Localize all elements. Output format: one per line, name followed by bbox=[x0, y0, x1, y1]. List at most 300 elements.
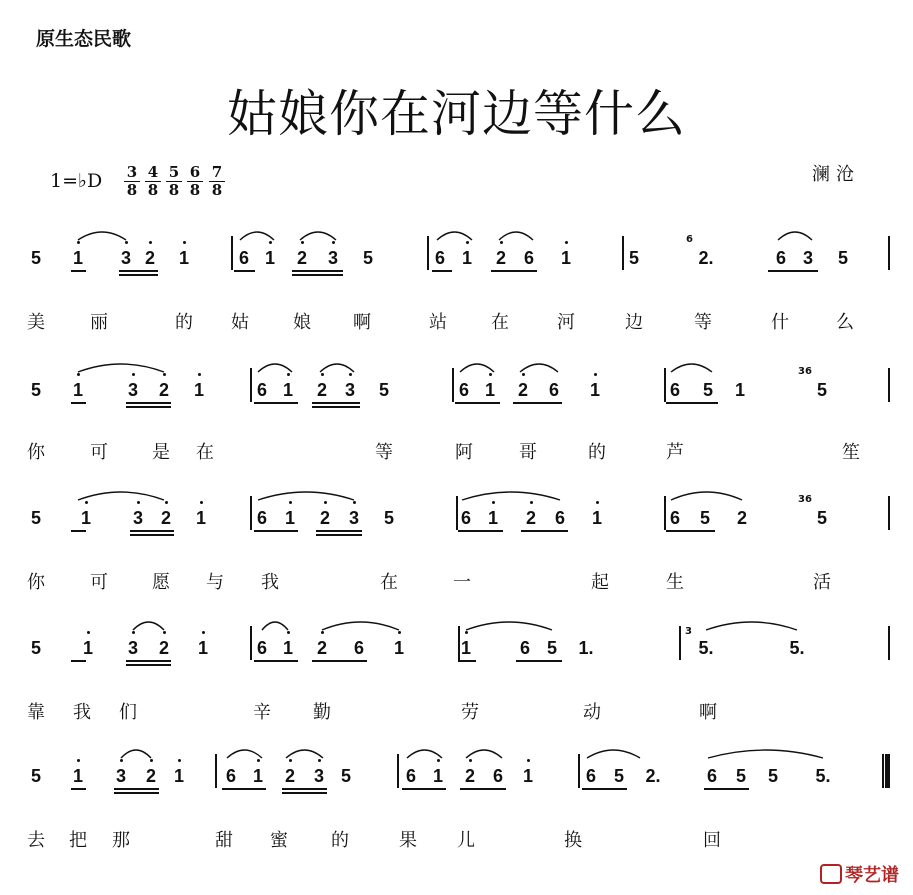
note: 2 bbox=[319, 508, 330, 528]
note: 5 bbox=[378, 380, 389, 400]
note: 5 bbox=[30, 380, 41, 400]
barline bbox=[888, 496, 890, 530]
barline bbox=[679, 626, 681, 660]
slur bbox=[778, 232, 812, 240]
note: 5. bbox=[698, 638, 714, 658]
octave-dot bbox=[202, 631, 205, 634]
beam-underline bbox=[491, 270, 537, 272]
note: 6 bbox=[669, 380, 680, 400]
octave-dot bbox=[466, 241, 469, 244]
note: 1. bbox=[578, 638, 594, 658]
note: 5 bbox=[735, 766, 746, 786]
octave-dot bbox=[301, 241, 304, 244]
octave-dot bbox=[398, 631, 401, 634]
lyric-char: 辛 bbox=[253, 702, 271, 723]
note: 5 bbox=[362, 248, 373, 268]
final-barline bbox=[885, 754, 889, 788]
octave-dot bbox=[198, 373, 201, 376]
barline bbox=[622, 236, 624, 270]
note: 2 bbox=[158, 638, 169, 658]
note: 6 bbox=[775, 248, 786, 268]
octave-dot bbox=[287, 631, 290, 634]
octave-dot bbox=[596, 501, 599, 504]
barline bbox=[882, 754, 884, 788]
time-signature-numerator: 6 bbox=[189, 163, 201, 181]
note: 1 bbox=[393, 638, 404, 658]
lyric-char: 丽 bbox=[90, 312, 108, 333]
note: 1 bbox=[734, 380, 745, 400]
beam-underline bbox=[458, 660, 476, 662]
barline bbox=[427, 236, 429, 270]
barline bbox=[250, 368, 252, 402]
note: 1 bbox=[72, 248, 83, 268]
note: 1 bbox=[284, 508, 295, 528]
slur bbox=[240, 232, 274, 240]
note: 6 bbox=[492, 766, 503, 786]
slur bbox=[133, 622, 164, 630]
beam-underline bbox=[292, 274, 343, 276]
note: 2 bbox=[517, 380, 528, 400]
beam-underline bbox=[126, 402, 171, 404]
beam-underline bbox=[234, 270, 255, 272]
lyric-char: 去 bbox=[27, 830, 45, 851]
octave-dot bbox=[85, 501, 88, 504]
note: 2 bbox=[316, 380, 327, 400]
lyric-char: 换 bbox=[564, 830, 582, 851]
beam-underline bbox=[312, 660, 367, 662]
beam-underline bbox=[312, 406, 360, 408]
octave-dot bbox=[163, 373, 166, 376]
watermark-text: 琴艺谱 bbox=[845, 865, 899, 886]
logo-icon bbox=[820, 864, 842, 884]
slur bbox=[520, 364, 558, 372]
octave-dot bbox=[132, 631, 135, 634]
note: 5 bbox=[340, 766, 351, 786]
category-label: 原生态民歌 bbox=[36, 28, 132, 50]
note: 5. bbox=[815, 766, 831, 786]
lyric-char: 阿 bbox=[455, 442, 473, 463]
note: 3 bbox=[115, 766, 126, 786]
note: 1 bbox=[252, 766, 263, 786]
barline bbox=[458, 626, 460, 660]
time-signature bbox=[124, 165, 140, 198]
lyric-char: 一 bbox=[453, 572, 471, 593]
lyric-char: 动 bbox=[583, 702, 601, 723]
barline bbox=[231, 236, 233, 270]
note: 2 bbox=[736, 508, 747, 528]
note: 6 bbox=[669, 508, 680, 528]
barline bbox=[664, 496, 666, 530]
note: 1 bbox=[282, 638, 293, 658]
note: 1 bbox=[560, 248, 571, 268]
time-signature-denominator: 8 bbox=[211, 181, 223, 199]
slur bbox=[322, 622, 399, 630]
note: 2 bbox=[160, 508, 171, 528]
octave-dot bbox=[149, 241, 152, 244]
lyric-char: 河 bbox=[557, 312, 575, 333]
watermark-logo bbox=[820, 861, 899, 887]
time-signature-numerator: 3 bbox=[126, 163, 138, 181]
note: 1 bbox=[460, 638, 471, 658]
lyric-char: 把 bbox=[69, 830, 87, 851]
beam-underline bbox=[71, 788, 86, 790]
note: 6 bbox=[585, 766, 596, 786]
lyric-char: 笙 bbox=[842, 442, 860, 463]
lyric-char: 你 bbox=[27, 442, 45, 463]
beam-underline bbox=[455, 402, 500, 404]
octave-dot bbox=[349, 373, 352, 376]
octave-dot bbox=[163, 631, 166, 634]
time-signature bbox=[145, 165, 161, 198]
note: 2 bbox=[464, 766, 475, 786]
lyric-char: 什 bbox=[771, 312, 789, 333]
note: 1 bbox=[195, 508, 206, 528]
beam-underline bbox=[126, 660, 171, 662]
beam-underline bbox=[71, 660, 86, 662]
lyric-char: 的 bbox=[588, 442, 606, 463]
octave-dot bbox=[492, 501, 495, 504]
note: 2 bbox=[525, 508, 536, 528]
slur bbox=[227, 750, 262, 758]
octave-dot bbox=[137, 501, 140, 504]
beam-underline bbox=[768, 270, 818, 272]
beam-underline bbox=[222, 788, 266, 790]
note: 3 bbox=[348, 508, 359, 528]
octave-dot bbox=[150, 759, 153, 762]
time-signature-denominator: 8 bbox=[126, 181, 138, 199]
beam-underline bbox=[114, 788, 159, 790]
slur bbox=[671, 492, 742, 500]
note: 6 bbox=[554, 508, 565, 528]
note: 6 bbox=[519, 638, 530, 658]
note: 5 bbox=[30, 248, 41, 268]
beam-underline bbox=[254, 530, 298, 532]
note: 5 bbox=[767, 766, 778, 786]
slur bbox=[262, 622, 288, 630]
note: 5 bbox=[546, 638, 557, 658]
slur bbox=[466, 750, 502, 758]
beam-underline bbox=[71, 270, 86, 272]
slur bbox=[78, 492, 164, 500]
note: 3 bbox=[313, 766, 324, 786]
octave-dot bbox=[565, 241, 568, 244]
lyric-char: 等 bbox=[375, 442, 393, 463]
beam-underline bbox=[254, 660, 298, 662]
note: 6 bbox=[405, 766, 416, 786]
slur bbox=[407, 750, 442, 758]
note: 3 bbox=[802, 248, 813, 268]
lyric-char: 那 bbox=[112, 830, 130, 851]
note: 3 bbox=[132, 508, 143, 528]
beam-underline bbox=[282, 788, 327, 790]
octave-dot bbox=[353, 501, 356, 504]
lyric-char: 愿 bbox=[152, 572, 170, 593]
octave-dot bbox=[324, 501, 327, 504]
lyric-char: 回 bbox=[703, 830, 721, 851]
note: 2. bbox=[645, 766, 661, 786]
note: 2 bbox=[296, 248, 307, 268]
barline bbox=[664, 368, 666, 402]
lyric-char: 勤 bbox=[313, 702, 331, 723]
note: 2 bbox=[284, 766, 295, 786]
lyric-char: 是 bbox=[152, 442, 170, 463]
time-signature-numerator: 4 bbox=[147, 163, 159, 181]
octave-dot bbox=[132, 373, 135, 376]
beam-underline bbox=[460, 788, 506, 790]
note: 2 bbox=[144, 248, 155, 268]
note: 1 bbox=[522, 766, 533, 786]
beam-underline bbox=[119, 270, 158, 272]
lyric-char: 蜜 bbox=[270, 830, 288, 851]
octave-dot bbox=[530, 501, 533, 504]
note: 5 bbox=[30, 638, 41, 658]
note: 2 bbox=[158, 380, 169, 400]
beam-underline bbox=[516, 660, 562, 662]
lyric-char: 我 bbox=[261, 572, 279, 593]
lyric-char: 芦 bbox=[666, 442, 684, 463]
note: 6 bbox=[523, 248, 534, 268]
time-signature bbox=[187, 165, 203, 198]
note: 1 bbox=[484, 380, 495, 400]
octave-dot bbox=[594, 373, 597, 376]
beam-underline bbox=[254, 402, 298, 404]
grace-note: 36 bbox=[798, 366, 812, 377]
note: 1 bbox=[72, 380, 83, 400]
beam-underline bbox=[114, 792, 159, 794]
lyric-char: 果 bbox=[399, 830, 417, 851]
octave-dot bbox=[321, 373, 324, 376]
note: 1 bbox=[82, 638, 93, 658]
note: 3 bbox=[344, 380, 355, 400]
note: 6 bbox=[225, 766, 236, 786]
beam-underline bbox=[292, 270, 343, 272]
octave-dot bbox=[500, 241, 503, 244]
barline bbox=[888, 626, 890, 660]
time-signature-numerator: 5 bbox=[168, 163, 180, 181]
note: 6 bbox=[706, 766, 717, 786]
lyric-char: 的 bbox=[331, 830, 349, 851]
note: 1 bbox=[461, 248, 472, 268]
lyric-char: 在 bbox=[196, 442, 214, 463]
note: 1 bbox=[487, 508, 498, 528]
slur bbox=[300, 232, 336, 240]
beam-underline bbox=[666, 402, 718, 404]
note: 5 bbox=[816, 508, 827, 528]
lyric-char: 边 bbox=[625, 312, 643, 333]
time-signature-denominator: 8 bbox=[168, 181, 180, 199]
note: 5 bbox=[383, 508, 394, 528]
note: 5 bbox=[699, 508, 710, 528]
slur bbox=[499, 232, 533, 240]
slur bbox=[258, 492, 354, 500]
lyric-char: 娘 bbox=[293, 312, 311, 333]
lyric-char: 与 bbox=[206, 572, 224, 593]
octave-dot bbox=[77, 373, 80, 376]
lyric-char: 啊 bbox=[699, 702, 717, 723]
grace-note: 6 bbox=[686, 234, 693, 245]
beam-underline bbox=[582, 788, 627, 790]
note: 5 bbox=[702, 380, 713, 400]
note: 1 bbox=[197, 638, 208, 658]
key-signature: 1=♭D bbox=[50, 170, 103, 192]
octave-dot bbox=[165, 501, 168, 504]
lyric-char: 在 bbox=[491, 312, 509, 333]
note: 1 bbox=[591, 508, 602, 528]
note: 3 bbox=[327, 248, 338, 268]
note: 3 bbox=[127, 638, 138, 658]
octave-dot bbox=[287, 373, 290, 376]
octave-dot bbox=[120, 759, 123, 762]
beam-underline bbox=[312, 402, 360, 404]
note: 6 bbox=[434, 248, 445, 268]
beam-underline bbox=[316, 534, 362, 536]
slur bbox=[460, 364, 494, 372]
lyric-char: 活 bbox=[813, 572, 831, 593]
note: 1 bbox=[282, 380, 293, 400]
barline bbox=[250, 496, 252, 530]
note: 6 bbox=[256, 380, 267, 400]
barline bbox=[397, 754, 399, 788]
beam-underline bbox=[126, 664, 171, 666]
note: 2. bbox=[698, 248, 714, 268]
octave-dot bbox=[522, 373, 525, 376]
lyric-char: 你 bbox=[27, 572, 45, 593]
beam-underline bbox=[666, 530, 715, 532]
note: 2 bbox=[145, 766, 156, 786]
slur bbox=[320, 364, 354, 372]
octave-dot bbox=[77, 759, 80, 762]
lyric-char: 在 bbox=[380, 572, 398, 593]
note: 6 bbox=[460, 508, 471, 528]
beam-underline bbox=[316, 530, 362, 532]
lyric-char: 甜 bbox=[215, 830, 233, 851]
beam-underline bbox=[130, 534, 174, 536]
slur bbox=[708, 750, 823, 758]
slur bbox=[706, 622, 797, 630]
octave-dot bbox=[321, 631, 324, 634]
slur bbox=[671, 364, 712, 372]
slur bbox=[78, 232, 126, 240]
note: 2 bbox=[495, 248, 506, 268]
barline bbox=[888, 368, 890, 402]
beam-underline bbox=[458, 530, 503, 532]
octave-dot bbox=[332, 241, 335, 244]
beam-underline bbox=[71, 402, 86, 404]
note: 6 bbox=[353, 638, 364, 658]
note: 6 bbox=[548, 380, 559, 400]
beam-underline bbox=[704, 788, 749, 790]
lyric-char: 美 bbox=[27, 312, 45, 333]
lyric-char: 哥 bbox=[519, 442, 537, 463]
octave-dot bbox=[87, 631, 90, 634]
octave-dot bbox=[257, 759, 260, 762]
note: 5 bbox=[837, 248, 848, 268]
lyric-char: 可 bbox=[90, 442, 108, 463]
note: 6 bbox=[256, 508, 267, 528]
lyric-char: 姑 bbox=[231, 312, 249, 333]
beam-underline bbox=[282, 792, 327, 794]
note: 6 bbox=[238, 248, 249, 268]
lyric-char: 么 bbox=[836, 312, 854, 333]
time-signature bbox=[209, 165, 225, 198]
lyric-char: 的 bbox=[175, 312, 193, 333]
octave-dot bbox=[489, 373, 492, 376]
lyric-char: 等 bbox=[694, 312, 712, 333]
note: 6 bbox=[256, 638, 267, 658]
note: 1 bbox=[589, 380, 600, 400]
barline bbox=[888, 236, 890, 270]
lyric-char: 可 bbox=[90, 572, 108, 593]
lyric-char: 起 bbox=[591, 572, 609, 593]
octave-dot bbox=[178, 759, 181, 762]
note: 1 bbox=[173, 766, 184, 786]
beam-underline bbox=[130, 530, 174, 532]
note: 5 bbox=[613, 766, 624, 786]
song-title: 姑娘你在河边等什么 bbox=[227, 85, 686, 143]
beam-underline bbox=[521, 530, 568, 532]
octave-dot bbox=[183, 241, 186, 244]
grace-note: 36 bbox=[798, 494, 812, 505]
time-signature-numerator: 7 bbox=[211, 163, 223, 181]
barline bbox=[250, 626, 252, 660]
lyric-char: 我 bbox=[73, 702, 91, 723]
slur bbox=[121, 750, 151, 758]
slur bbox=[286, 750, 323, 758]
note: 1 bbox=[264, 248, 275, 268]
slur bbox=[466, 622, 552, 630]
time-signature-denominator: 8 bbox=[147, 181, 159, 199]
beam-underline bbox=[71, 530, 86, 532]
note: 2 bbox=[316, 638, 327, 658]
note: 1 bbox=[72, 766, 83, 786]
slur bbox=[462, 492, 560, 500]
octave-dot bbox=[289, 759, 292, 762]
lyric-char: 啊 bbox=[353, 312, 371, 333]
beam-underline bbox=[119, 274, 158, 276]
beam-underline bbox=[432, 270, 452, 272]
octave-dot bbox=[77, 241, 80, 244]
note: 1 bbox=[80, 508, 91, 528]
lyric-char: 生 bbox=[666, 572, 684, 593]
lyric-char: 靠 bbox=[27, 702, 45, 723]
barline bbox=[215, 754, 217, 788]
note: 1 bbox=[193, 380, 204, 400]
octave-dot bbox=[125, 241, 128, 244]
note: 1 bbox=[178, 248, 189, 268]
lyric-char: 们 bbox=[119, 702, 137, 723]
time-signature-denominator: 8 bbox=[189, 181, 201, 199]
octave-dot bbox=[269, 241, 272, 244]
note: 5 bbox=[628, 248, 639, 268]
octave-dot bbox=[465, 631, 468, 634]
octave-dot bbox=[469, 759, 472, 762]
slur bbox=[587, 750, 640, 758]
barline bbox=[456, 496, 458, 530]
note: 5 bbox=[30, 508, 41, 528]
barline bbox=[578, 754, 580, 788]
lyric-char: 站 bbox=[429, 312, 447, 333]
octave-dot bbox=[318, 759, 321, 762]
note: 5. bbox=[789, 638, 805, 658]
slur bbox=[78, 364, 164, 372]
slur bbox=[258, 364, 292, 372]
note: 3 bbox=[120, 248, 131, 268]
octave-dot bbox=[527, 759, 530, 762]
time-signature bbox=[166, 165, 182, 198]
lyric-char: 劳 bbox=[461, 702, 479, 723]
barline bbox=[452, 368, 454, 402]
composer-label: 澜沧 bbox=[812, 164, 860, 185]
